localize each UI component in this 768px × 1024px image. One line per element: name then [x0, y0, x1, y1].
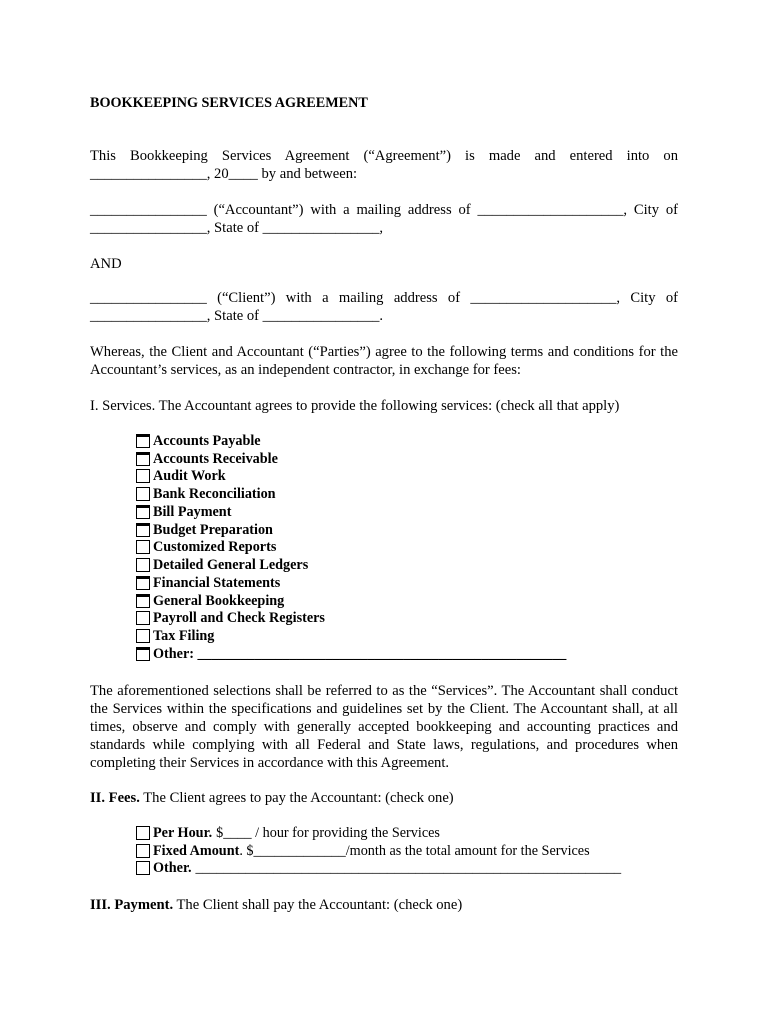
fee-option-per-hour[interactable]: [136, 824, 621, 842]
document-title: BOOKKEEPING SERVICES AGREEMENT: [90, 95, 368, 111]
fee-option-label: Other.: [153, 860, 192, 877]
checkbox[interactable]: [136, 469, 150, 483]
fees-heading-label: II. Fees.: [90, 790, 140, 806]
service-option-bill-payment[interactable]: [136, 503, 566, 521]
service-option-detailed-general-ledgers[interactable]: [136, 556, 566, 574]
service-label: Bank Reconciliation: [153, 486, 276, 503]
checkbox[interactable]: [136, 576, 150, 590]
fees-options: [136, 824, 621, 877]
checkbox[interactable]: [136, 647, 150, 661]
service-label: Bill Payment: [153, 503, 232, 520]
accountant-party-paragraph: ________________ (“Accountant”) with a mailing address of ____________________, City of ________________, State of ________________,: [90, 202, 678, 236]
fee-option-other[interactable]: [136, 860, 621, 878]
checkbox[interactable]: [136, 487, 150, 501]
fee-option-text: ____________________________________________________________: [195, 860, 622, 877]
checkbox[interactable]: [136, 434, 150, 448]
payment-heading: [90, 896, 678, 914]
checkbox[interactable]: [136, 826, 150, 840]
fee-option-label: Per Hour.: [153, 824, 213, 841]
service-label: Customized Reports: [153, 539, 277, 556]
payment-heading-label: III. Payment.: [90, 897, 174, 913]
fee-option-label: Fixed Amount: [153, 842, 240, 859]
checkbox[interactable]: [136, 558, 150, 572]
service-option-accounts-receivable[interactable]: [136, 450, 566, 468]
checkbox[interactable]: [136, 505, 150, 519]
service-label: Financial Statements: [153, 574, 281, 591]
service-label: Accounts Payable: [153, 432, 261, 449]
services-heading: I. Services. The Accountant agrees to provide the following services: (check all that apply): [90, 398, 620, 414]
fee-option-fixed-amount[interactable]: [136, 842, 621, 860]
document-page: [90, 0, 678, 1024]
checkbox[interactable]: [136, 452, 150, 466]
service-option-bank-reconciliation[interactable]: [136, 485, 566, 503]
fees-heading: [90, 789, 678, 807]
service-option-payroll-check-registers[interactable]: [136, 610, 566, 628]
service-option-tax-filing[interactable]: [136, 627, 566, 645]
service-option-audit-work[interactable]: [136, 468, 566, 486]
checkbox[interactable]: [136, 629, 150, 643]
checkbox[interactable]: [136, 540, 150, 554]
service-label: Accounts Receivable: [153, 450, 278, 467]
service-label: Budget Preparation: [153, 521, 273, 538]
whereas-paragraph: Whereas, the Client and Accountant (“Parties”) agree to the following terms and conditions for the Accountant’s services, as an independent contractor, in exchange for fees:: [90, 344, 678, 378]
service-label: Tax Filing: [153, 628, 215, 645]
fee-option-text: $____ / hour for providing the Services: [216, 824, 440, 841]
and-separator: AND: [90, 256, 122, 272]
services-checklist: [136, 432, 566, 663]
intro-paragraph: This Bookkeeping Services Agreement (“Agreement”) is made and entered into on ________________, 20____ by and between:: [90, 148, 678, 182]
checkbox[interactable]: [136, 861, 150, 875]
client-party-paragraph: ________________ (“Client”) with a mailing address of ____________________, City of ________________, State of ________________.: [90, 290, 678, 324]
checkbox[interactable]: [136, 611, 150, 625]
service-label: Payroll and Check Registers: [153, 610, 325, 627]
service-label: Audit Work: [153, 468, 226, 485]
service-option-other[interactable]: [136, 645, 566, 663]
service-label: Other: ____________________________________________________: [153, 645, 567, 662]
service-option-customized-reports[interactable]: [136, 539, 566, 557]
service-label: Detailed General Ledgers: [153, 557, 309, 574]
service-option-accounts-payable[interactable]: [136, 432, 566, 450]
checkbox[interactable]: [136, 594, 150, 608]
payment-heading-text: The Client shall pay the Accountant: (check one): [176, 897, 463, 913]
service-option-financial-statements[interactable]: [136, 574, 566, 592]
checkbox[interactable]: [136, 844, 150, 858]
service-label: General Bookkeeping: [153, 592, 285, 609]
services-definition-paragraph: The aforementioned selections shall be referred to as the “Services”. The Accountant shall conduct the Services within the specifications and guidelines set by the Client. The Accountant shall, at all times, observe and comply with generally accepted bookkeeping and accounting practices and standards while complying with all Federal and State laws, regulations, and procedures when completing their Services in accordance with this Agreement.: [90, 683, 678, 771]
fees-heading-text: The Client agrees to pay the Accountant: (check one): [143, 790, 454, 806]
service-option-general-bookkeeping[interactable]: [136, 592, 566, 610]
fee-option-text: . $_____________/month as the total amount for the Services: [239, 842, 590, 859]
checkbox[interactable]: [136, 523, 150, 537]
service-option-budget-preparation[interactable]: [136, 521, 566, 539]
